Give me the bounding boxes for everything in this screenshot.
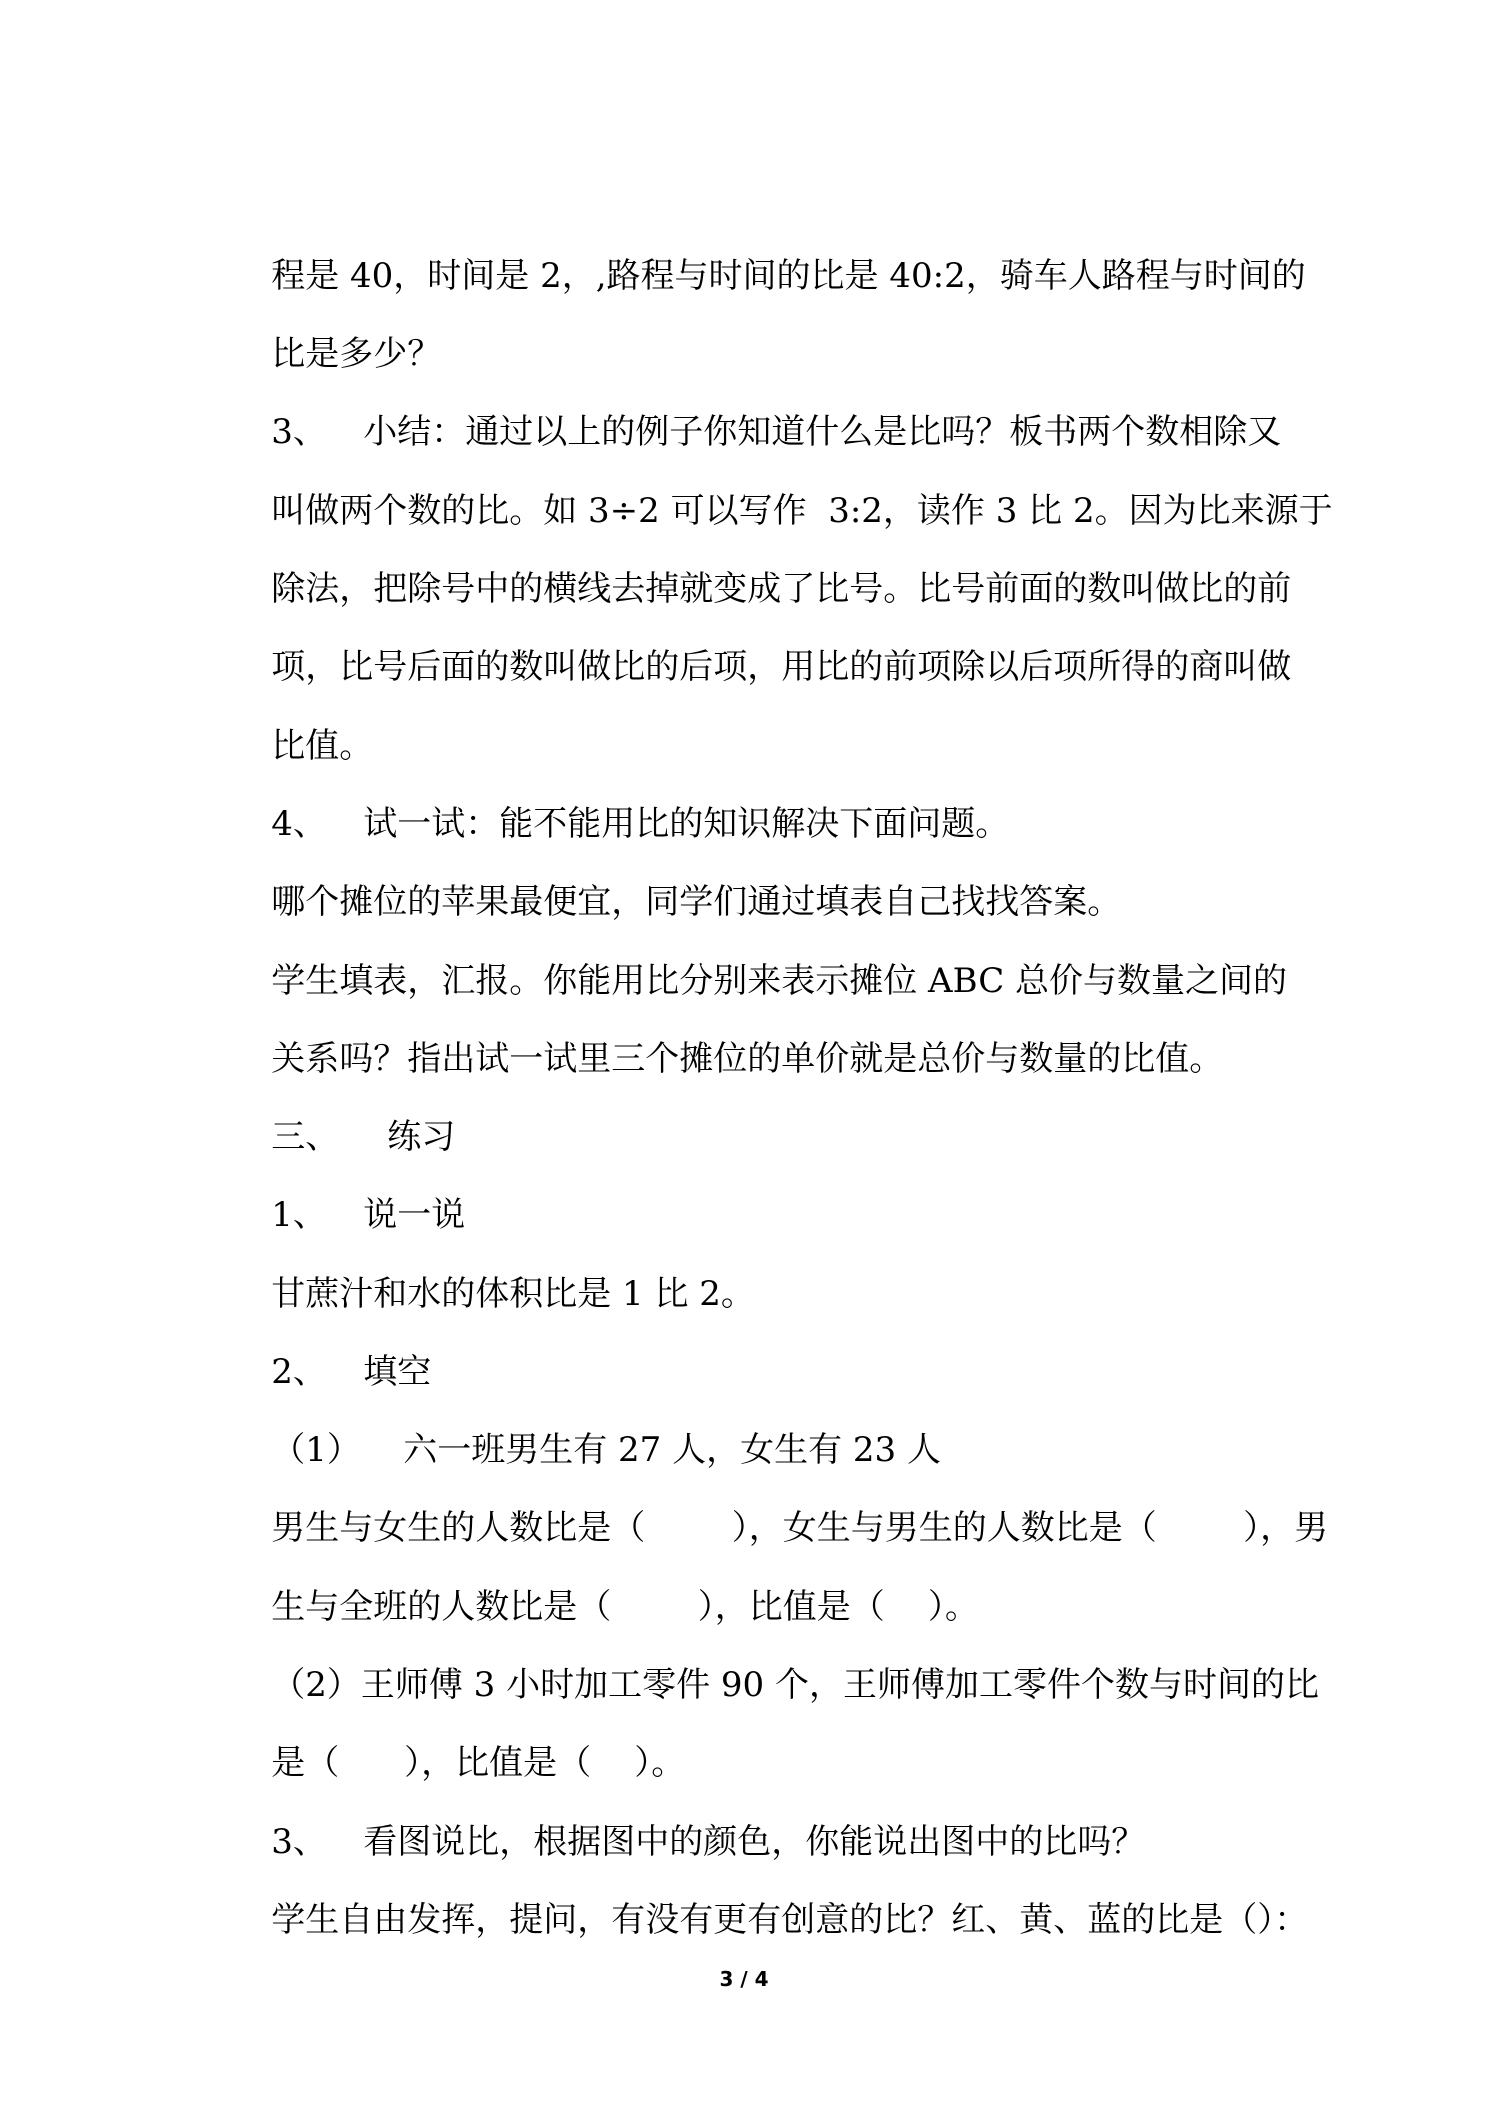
line-text: 生与全班的人数比是（ ），比值是（ ）。 (271, 1587, 979, 1627)
text-line (228, 969, 1268, 1079)
line-text: 程是 40，时间是 2，,路程与时间的比是 40:2，骑车人路程与时间的 (271, 256, 1306, 296)
text-line (228, 499, 1292, 609)
line-text: 叫做两个数的比。如 3÷2 可以写作 3:2，读作 3 比 2。因为比来源于 (271, 491, 1333, 531)
section-title: 练习 (387, 1117, 456, 1157)
text-line (228, 656, 1268, 766)
text-line (228, 1830, 1309, 1940)
line-text: 男生与女生的人数比是（ ），女生与男生的人数比是（ ），男 (271, 1508, 1329, 1548)
section-heading (228, 1047, 1268, 1157)
line-text: 学生填表，汇报。你能用比分别来表示摊位 ABC 总价与数量之间的 (271, 961, 1288, 1001)
list-item (228, 734, 1268, 844)
text-line (228, 1595, 1319, 1705)
line-text: 甘蔗汁和水的体积比是 1 比 2。 (271, 1274, 755, 1314)
item-text: 试一试：能不能用比的知识解决下面问题。 (363, 804, 1010, 844)
sub-item-text: 六一班男生有 27 人，女生有 23 人 (403, 1430, 941, 1470)
section-number: 三、 (271, 1117, 340, 1157)
text-line (228, 1204, 1268, 1314)
line-text: 比值。 (271, 726, 374, 766)
text-line (228, 186, 1306, 296)
item-text: 填空 (363, 1352, 432, 1392)
line-text: 除法，把除号中的横线去掉就变成了比号。比号前面的数叫做比的前 (271, 569, 1292, 609)
item-text: 小结：通过以上的例子你知道什么是比吗？板书两个数相除又 (363, 412, 1282, 452)
line-text: 哪个摊位的苹果最便宜，同学们通过填表自己找找答案。 (271, 882, 1122, 922)
line-text: 比是多少？ (271, 334, 442, 374)
text-line (228, 1517, 1268, 1627)
item-number: 4、 (271, 804, 327, 844)
list-item (228, 1360, 1268, 1470)
line-text: 关系吗？指出试一试里三个摊位的单价就是总价与数量的比值。 (271, 1039, 1224, 1079)
list-item (228, 1282, 1268, 1392)
item-text: 看图说比，根据图中的颜色，你能说出图中的比吗？ (363, 1822, 1146, 1862)
text-line (228, 891, 1288, 1001)
line-text: （2）王师傅 3 小时加工零件 90 个，王师傅加工零件个数与时间的比 (271, 1665, 1319, 1705)
page-number: 3 / 4 (719, 1967, 769, 1991)
item-number: 3、 (271, 412, 327, 452)
line-text: 项，比号后面的数叫做比的后项，用比的前项除以后项所得的商叫做 (271, 647, 1292, 687)
list-item (228, 1125, 1268, 1235)
item-number: 1、 (271, 1195, 327, 1235)
text-line (228, 577, 1292, 687)
item-number: 3、 (271, 1822, 327, 1862)
list-item (228, 342, 1282, 452)
text-line (228, 812, 1268, 922)
item-text: 说一说 (363, 1195, 466, 1235)
list-item (228, 1752, 1268, 1862)
line-text: 学生自由发挥，提问，有没有更有创意的比？红、黄、蓝的比是（）： (271, 1900, 1309, 1940)
text-line (228, 1673, 1268, 1783)
text-line (228, 1438, 1329, 1548)
sub-item-number: （1） (271, 1430, 361, 1470)
item-number: 2、 (271, 1352, 327, 1392)
text-line (228, 264, 1268, 374)
text-line (228, 421, 1333, 531)
line-text: 是（ ），比值是（ ）。 (271, 1743, 686, 1783)
